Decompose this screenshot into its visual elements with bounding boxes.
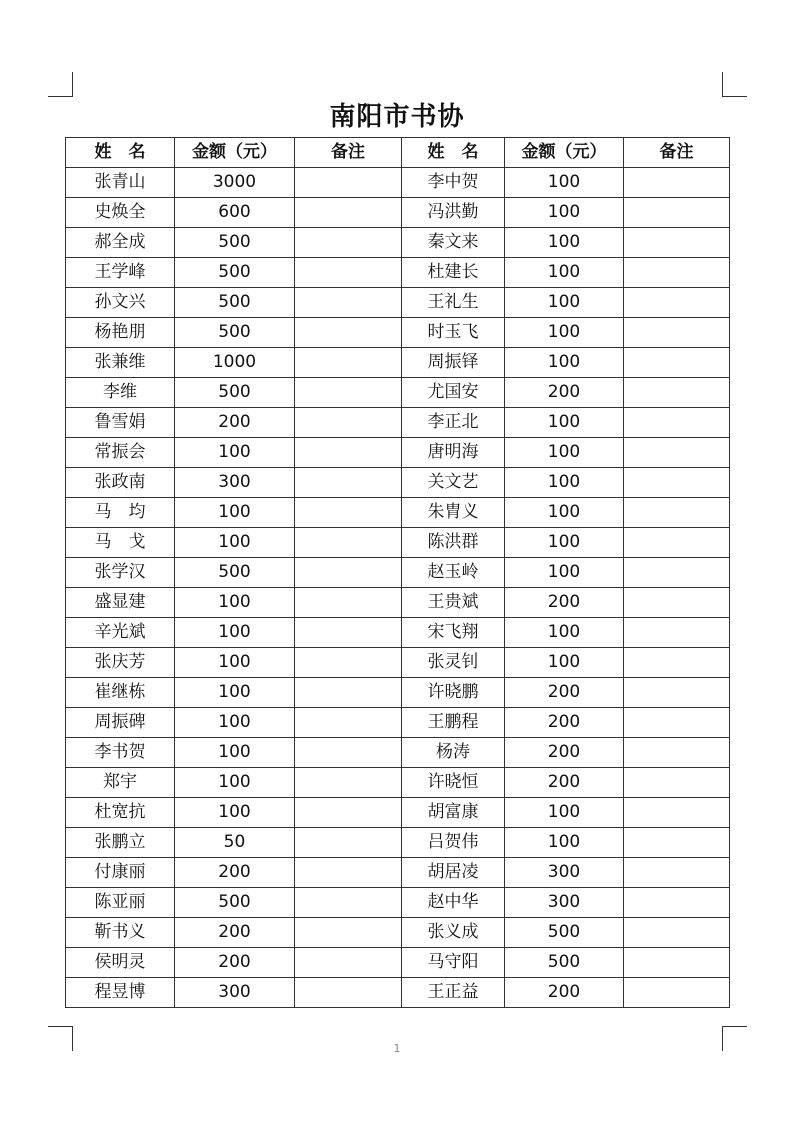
name-cell-right: 胡富康	[402, 798, 505, 828]
name-cell-left: 杜宽抗	[66, 798, 175, 828]
name-cell-left: 杨艳朋	[66, 318, 175, 348]
note-cell-right	[624, 198, 730, 228]
page-number: 1	[393, 1042, 401, 1055]
table-row	[66, 978, 730, 1008]
table-row	[66, 708, 730, 738]
note-cell-right	[624, 618, 730, 648]
amount-cell-left: 300	[175, 468, 295, 498]
amount-cell-right: 100	[505, 528, 624, 558]
name-cell-right: 秦文来	[402, 228, 505, 258]
amount-cell-right: 100	[505, 648, 624, 678]
amount-cell-right: 100	[505, 798, 624, 828]
table-header-row	[66, 138, 730, 168]
amount-cell-left: 200	[175, 858, 295, 888]
note-cell-left	[295, 858, 402, 888]
name-cell-left: 张鹏立	[66, 828, 175, 858]
amount-cell-left: 300	[175, 978, 295, 1008]
amount-cell-right: 100	[505, 828, 624, 858]
name-cell-right: 陈洪群	[402, 528, 505, 558]
name-cell-left: 马 戈	[66, 528, 175, 558]
amount-cell-right: 100	[505, 618, 624, 648]
name-cell-left: 侯明灵	[66, 948, 175, 978]
note-cell-right	[624, 558, 730, 588]
amount-cell-left: 500	[175, 318, 295, 348]
note-cell-left	[295, 168, 402, 198]
table-row	[66, 918, 730, 948]
amount-cell-right: 200	[505, 978, 624, 1008]
note-cell-left	[295, 438, 402, 468]
name-cell-right: 许晓恒	[402, 768, 505, 798]
header-name-right: 姓 名	[402, 138, 505, 168]
note-cell-right	[624, 678, 730, 708]
amount-cell-left: 100	[175, 618, 295, 648]
table-row	[66, 168, 730, 198]
name-cell-left: 程昱博	[66, 978, 175, 1008]
note-cell-left	[295, 288, 402, 318]
name-cell-right: 朱胄义	[402, 498, 505, 528]
amount-cell-left: 1000	[175, 348, 295, 378]
note-cell-left	[295, 708, 402, 738]
note-cell-left	[295, 498, 402, 528]
note-cell-right	[624, 768, 730, 798]
note-cell-left	[295, 558, 402, 588]
note-cell-right	[624, 918, 730, 948]
name-cell-left: 崔继栋	[66, 678, 175, 708]
table-row	[66, 198, 730, 228]
note-cell-left	[295, 978, 402, 1008]
note-cell-left	[295, 588, 402, 618]
amount-cell-left: 500	[175, 888, 295, 918]
name-cell-right: 马守阳	[402, 948, 505, 978]
header-amount-left: 金额（元）	[175, 138, 295, 168]
note-cell-left	[295, 408, 402, 438]
note-cell-right	[624, 408, 730, 438]
table-row	[66, 858, 730, 888]
name-cell-right: 赵中华	[402, 888, 505, 918]
amount-cell-left: 100	[175, 528, 295, 558]
name-cell-left: 张庆芳	[66, 648, 175, 678]
table-row	[66, 678, 730, 708]
amount-cell-right: 100	[505, 438, 624, 468]
name-cell-right: 李中贺	[402, 168, 505, 198]
note-cell-right	[624, 348, 730, 378]
name-cell-left: 常振会	[66, 438, 175, 468]
amount-cell-left: 200	[175, 948, 295, 978]
note-cell-right	[624, 828, 730, 858]
note-cell-left	[295, 948, 402, 978]
note-cell-left	[295, 378, 402, 408]
name-cell-left: 李维	[66, 378, 175, 408]
table-row	[66, 258, 730, 288]
amount-cell-right: 200	[505, 738, 624, 768]
name-cell-left: 马 均	[66, 498, 175, 528]
note-cell-right	[624, 948, 730, 978]
table-row	[66, 738, 730, 768]
note-cell-right	[624, 858, 730, 888]
name-cell-right: 王正益	[402, 978, 505, 1008]
note-cell-right	[624, 168, 730, 198]
name-cell-right: 尤国安	[402, 378, 505, 408]
amount-cell-left: 100	[175, 438, 295, 468]
donation-table	[65, 137, 730, 1008]
amount-cell-right: 100	[505, 558, 624, 588]
name-cell-left: 鲁雪娟	[66, 408, 175, 438]
amount-cell-right: 100	[505, 168, 624, 198]
name-cell-left: 张政南	[66, 468, 175, 498]
name-cell-right: 时玉飞	[402, 318, 505, 348]
header-note-left: 备注	[295, 138, 402, 168]
amount-cell-left: 600	[175, 198, 295, 228]
table-row	[66, 498, 730, 528]
amount-cell-right: 300	[505, 888, 624, 918]
note-cell-left	[295, 888, 402, 918]
amount-cell-right: 100	[505, 408, 624, 438]
note-cell-left	[295, 798, 402, 828]
amount-cell-left: 100	[175, 738, 295, 768]
note-cell-left	[295, 198, 402, 228]
note-cell-right	[624, 288, 730, 318]
name-cell-left: 辛光斌	[66, 618, 175, 648]
note-cell-left	[295, 528, 402, 558]
amount-cell-left: 50	[175, 828, 295, 858]
name-cell-left: 张兼维	[66, 348, 175, 378]
amount-cell-left: 100	[175, 798, 295, 828]
amount-cell-right: 500	[505, 918, 624, 948]
table-row	[66, 228, 730, 258]
note-cell-left	[295, 918, 402, 948]
name-cell-left: 靳书义	[66, 918, 175, 948]
name-cell-left: 张学汉	[66, 558, 175, 588]
table-row	[66, 318, 730, 348]
name-cell-left: 郝全成	[66, 228, 175, 258]
amount-cell-right: 200	[505, 378, 624, 408]
table-row	[66, 798, 730, 828]
table-row	[66, 648, 730, 678]
name-cell-left: 史焕全	[66, 198, 175, 228]
name-cell-right: 吕贺伟	[402, 828, 505, 858]
note-cell-left	[295, 228, 402, 258]
note-cell-left	[295, 618, 402, 648]
crop-mark-top-right	[722, 72, 747, 97]
amount-cell-left: 100	[175, 678, 295, 708]
amount-cell-left: 500	[175, 378, 295, 408]
table-row	[66, 558, 730, 588]
name-cell-left: 郑宇	[66, 768, 175, 798]
note-cell-right	[624, 378, 730, 408]
note-cell-left	[295, 648, 402, 678]
table-row	[66, 348, 730, 378]
amount-cell-right: 100	[505, 288, 624, 318]
table-row	[66, 408, 730, 438]
name-cell-right: 唐明海	[402, 438, 505, 468]
amount-cell-left: 100	[175, 708, 295, 738]
name-cell-right: 杨涛	[402, 738, 505, 768]
table-row	[66, 888, 730, 918]
note-cell-right	[624, 318, 730, 348]
name-cell-right: 张灵钊	[402, 648, 505, 678]
amount-cell-right: 100	[505, 468, 624, 498]
table-body	[66, 168, 730, 1008]
name-cell-left: 李书贺	[66, 738, 175, 768]
note-cell-right	[624, 798, 730, 828]
table-row	[66, 588, 730, 618]
note-cell-right	[624, 528, 730, 558]
table-row	[66, 378, 730, 408]
name-cell-right: 张义成	[402, 918, 505, 948]
note-cell-right	[624, 258, 730, 288]
table-row	[66, 468, 730, 498]
amount-cell-left: 500	[175, 288, 295, 318]
note-cell-right	[624, 648, 730, 678]
table-row	[66, 438, 730, 468]
table-row	[66, 828, 730, 858]
name-cell-right: 王鹏程	[402, 708, 505, 738]
note-cell-right	[624, 978, 730, 1008]
name-cell-right: 王礼生	[402, 288, 505, 318]
amount-cell-right: 100	[505, 228, 624, 258]
note-cell-left	[295, 828, 402, 858]
name-cell-left: 付康丽	[66, 858, 175, 888]
amount-cell-left: 500	[175, 558, 295, 588]
note-cell-right	[624, 468, 730, 498]
amount-cell-right: 100	[505, 498, 624, 528]
amount-cell-right: 100	[505, 348, 624, 378]
table-row	[66, 288, 730, 318]
name-cell-right: 李正北	[402, 408, 505, 438]
document-title: 南阳市书协	[329, 102, 465, 132]
name-cell-right: 关文艺	[402, 468, 505, 498]
table-row	[66, 948, 730, 978]
amount-cell-right: 200	[505, 708, 624, 738]
note-cell-right	[624, 228, 730, 258]
note-cell-left	[295, 678, 402, 708]
table-row	[66, 768, 730, 798]
name-cell-right: 宋飞翔	[402, 618, 505, 648]
amount-cell-right: 100	[505, 258, 624, 288]
amount-cell-left: 500	[175, 228, 295, 258]
amount-cell-left: 3000	[175, 168, 295, 198]
amount-cell-left: 200	[175, 408, 295, 438]
note-cell-right	[624, 498, 730, 528]
crop-mark-top-left	[48, 72, 73, 97]
name-cell-right: 冯洪勤	[402, 198, 505, 228]
note-cell-left	[295, 738, 402, 768]
amount-cell-right: 100	[505, 198, 624, 228]
note-cell-right	[624, 438, 730, 468]
name-cell-right: 杜建长	[402, 258, 505, 288]
amount-cell-right: 200	[505, 768, 624, 798]
amount-cell-left: 200	[175, 918, 295, 948]
name-cell-left: 张青山	[66, 168, 175, 198]
amount-cell-left: 100	[175, 648, 295, 678]
name-cell-right: 王贵斌	[402, 588, 505, 618]
amount-cell-left: 100	[175, 768, 295, 798]
name-cell-left: 陈亚丽	[66, 888, 175, 918]
amount-cell-left: 100	[175, 588, 295, 618]
note-cell-left	[295, 468, 402, 498]
name-cell-right: 许晓鹏	[402, 678, 505, 708]
amount-cell-right: 200	[505, 678, 624, 708]
note-cell-left	[295, 348, 402, 378]
note-cell-left	[295, 258, 402, 288]
table-row	[66, 528, 730, 558]
note-cell-right	[624, 588, 730, 618]
name-cell-left: 王学峰	[66, 258, 175, 288]
name-cell-left: 周振碑	[66, 708, 175, 738]
header-note-right: 备注	[624, 138, 730, 168]
name-cell-right: 周振铎	[402, 348, 505, 378]
amount-cell-left: 500	[175, 258, 295, 288]
header-name-left: 姓 名	[66, 138, 175, 168]
amount-cell-right: 100	[505, 318, 624, 348]
note-cell-right	[624, 738, 730, 768]
table-row	[66, 618, 730, 648]
note-cell-left	[295, 768, 402, 798]
name-cell-right: 胡居凌	[402, 858, 505, 888]
amount-cell-right: 200	[505, 588, 624, 618]
name-cell-left: 盛显建	[66, 588, 175, 618]
amount-cell-left: 100	[175, 498, 295, 528]
note-cell-left	[295, 318, 402, 348]
amount-cell-right: 500	[505, 948, 624, 978]
note-cell-right	[624, 888, 730, 918]
note-cell-right	[624, 708, 730, 738]
name-cell-right: 赵玉岭	[402, 558, 505, 588]
name-cell-left: 孙文兴	[66, 288, 175, 318]
amount-cell-right: 300	[505, 858, 624, 888]
header-amount-right: 金额（元）	[505, 138, 624, 168]
